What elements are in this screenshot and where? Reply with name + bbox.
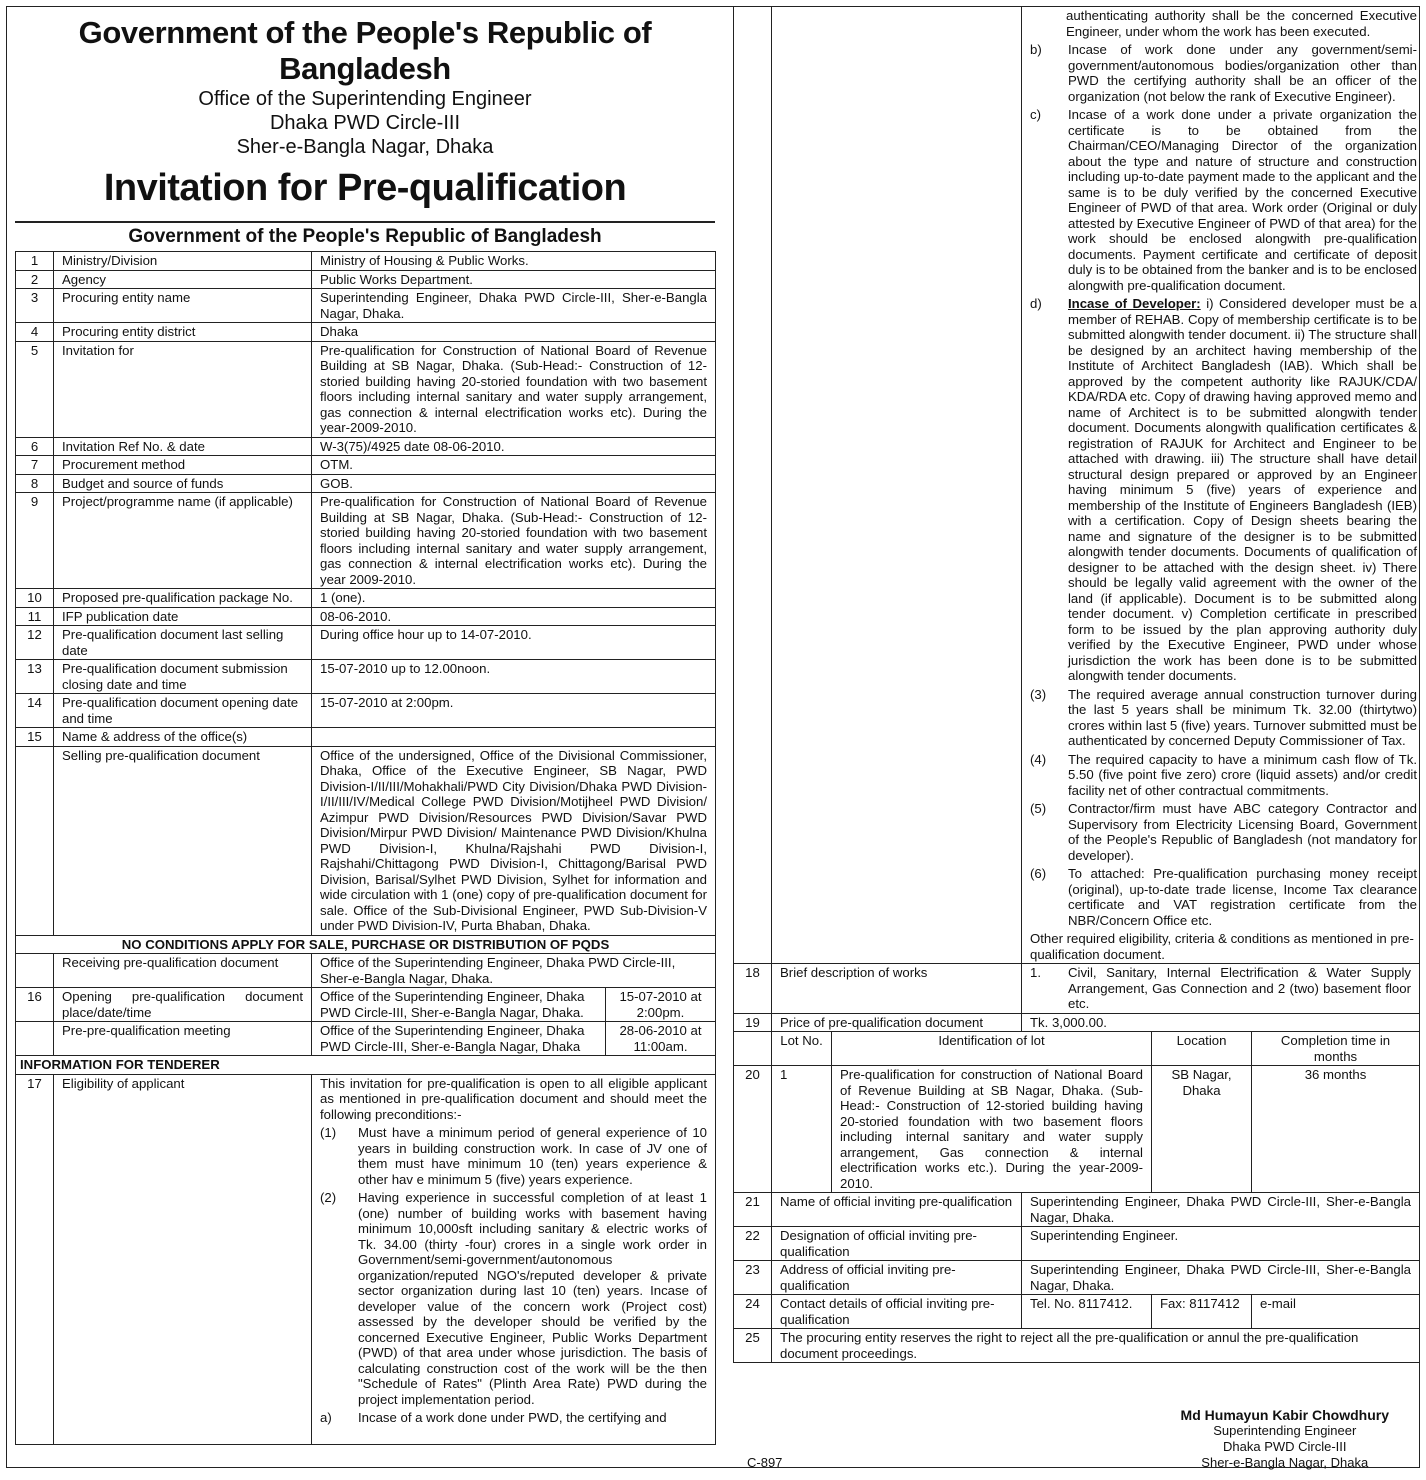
- list-item: [320, 1125, 707, 1187]
- list-text: Incase of a work done under a private organization the certificate is to be obtained from the Chairman/CEO/Managing Director of the organization about the type and nature of structure and construction including up-to-date payment made to the applicant and the same is to be duly verified by the concerned Executive Engineer of PWD of that area. Work order (Original or duly attested by Executive Engineer of PWD of that area) for the work should be enclosed alongwith pre-qualification documents. Payment certificate and certificate of deposit duly is to be obtained from the banker and is to be enclosed alongwith pre-qualification document.: [1068, 107, 1417, 293]
- row-value: GOB.: [312, 474, 716, 493]
- list-key: (4): [1030, 751, 1047, 767]
- row-label: Procurement method: [54, 456, 312, 475]
- table-row: [734, 1295, 1420, 1329]
- row-label: Designation of official inviting pre-qualification: [772, 1227, 1022, 1261]
- list-text: Incase of work done under any government/semi-government/autonomous bodies/organization other than PWD the certifying authority shall be an officer of the organization (not below the rank of Executive Engineer).: [1068, 42, 1417, 104]
- row-number: 22: [734, 1227, 772, 1261]
- row-number: 10: [16, 589, 54, 608]
- lot-location: SB Nagar, Dhaka: [1152, 1066, 1252, 1193]
- list-item: [320, 1410, 707, 1426]
- row-label: Project/programme name (if applicable): [54, 493, 312, 589]
- row-label: Opening pre-qualification document place/date/time: [54, 988, 312, 1022]
- row-label: Ministry/Division: [54, 252, 312, 271]
- table-row: [734, 1227, 1420, 1261]
- row-number: [734, 1032, 772, 1066]
- table-row: [734, 1261, 1420, 1295]
- list-text: Having experience in successful completion of at least 1 (one) number of building works with basement having minimum 10,000sft including sanitary & electric works of Tk. 34.00 (thirty -four) crores in a single work order in Government/semi-government/autonomous organization/reputed NGO's/reputed developer & private sector organization during last 10 (ten) years. Incase of developer value of the concern work (Project cost) assessed by the developer should be verified by the concerned Executive Engineer, Public Works Department (PWD) of that area under whose jurisdiction. The basis of calculating construction cost of the work will be the then "Schedule of Rates" (Plinth Area Rate) PWD during the project implementation period.: [358, 1190, 707, 1407]
- table-row: [734, 964, 1420, 1014]
- row-value: During office hour up to 14-07-2010.: [312, 626, 716, 660]
- list-key: c): [1030, 107, 1041, 122]
- row-value: Office of the Superintending Engineer, Dhaka PWD Circle-III, Sher-e-Bangla Nagar, Dhaka.: [312, 954, 716, 988]
- list-text: The required average annual construction turnover during the last 5 years shall be minimum Tk. 32.00 (thirtytwo) crores within last 5 (five) years. Turnover submitted must be authenticated by concerned Deputy Commissioner of Tax.: [1068, 686, 1417, 748]
- table-row: [734, 7, 1420, 964]
- row-label: Pre-qualification document submission closing date and time: [54, 660, 312, 694]
- row-label: Eligibility of applicant: [54, 1074, 312, 1444]
- row-value: Ministry of Housing & Public Works.: [312, 252, 716, 271]
- row-label: Name of official inviting pre-qualification: [772, 1193, 1022, 1227]
- row-value: [312, 1074, 716, 1444]
- table-row: [16, 252, 716, 271]
- row-value: Office of the undersigned, Office of the Divisional Commissioner, Dhaka, Office of the Executive Engineer, SB Nagar, PWD Division-I/II/III/Mohakhali/PWD City Division/Dhaka PWD Division-I/II/III/IV/Medical College PWD Division/Motijheel PWD Division/ Azimpur PWD Division/Resources PWD Division/Savar PWD Division/Mirpur PWD Division/ Maintenance PWD Division/Khulna PWD Division-I, Khulna/Rajshahi PWD Division-I, Rajshahi/Chittagong PWD Division-I, Chittagong/Barisal PWD Division, Barisal/Sylhet PWD Division, Sylhet for information and wide circulation with 1 (one) copy of pre-qualification document for sale. Office of the Sub-Divisional Engineer, PWD Sub-Division-V under PWD Division-IV, Purta Bhaban, Dhaka.: [312, 746, 716, 935]
- row-label: Procuring entity district: [54, 323, 312, 342]
- table-row: [16, 456, 716, 475]
- right-column: [733, 7, 1419, 1363]
- row-number: 14: [16, 694, 54, 728]
- lot-no-header: Lot No.: [772, 1032, 832, 1066]
- signatory-name: Md Humayun Kabir Chowdhury: [1180, 1407, 1389, 1423]
- row-value: Superintending Engineer, Dhaka PWD Circle-III, Sher-e-Bangla Nagar, Dhaka.: [1022, 1193, 1420, 1227]
- row-value: Superintending Engineer, Dhaka PWD Circle-III, Sher-e-Bangla Nagar, Dhaka.: [312, 289, 716, 323]
- row-label: Agency: [54, 270, 312, 289]
- table-row: [16, 1056, 716, 1075]
- row-value: 08-06-2010.: [312, 607, 716, 626]
- list-text: The required capacity to have a minimum cash flow of Tk. 5.50 (five point five zero) crore (liquid assets) and/or credit facility net of other contractual commitments.: [1068, 751, 1417, 798]
- row-label: Contact details of official inviting pre-qualification: [772, 1295, 1022, 1329]
- table-row: [16, 694, 716, 728]
- list-key: 1.: [1030, 965, 1041, 980]
- row-value: [1022, 964, 1420, 1014]
- row-label: Pre-qualification document last selling date: [54, 626, 312, 660]
- office-line: Office of the Superintending Engineer: [198, 88, 532, 110]
- table-row: [16, 270, 716, 289]
- row-label: Proposed pre-qualification package No.: [54, 589, 312, 608]
- lot-header-row: [734, 1032, 1420, 1066]
- no-conditions-notice: NO CONDITIONS APPLY FOR SALE, PURCHASE OR DISTRIBUTION OF PQDS: [16, 935, 716, 954]
- row-number: 15: [16, 728, 54, 747]
- signatory-designation: Superintending Engineer: [1213, 1423, 1357, 1438]
- left-table: [15, 251, 716, 1445]
- reference-code: C-897: [747, 1455, 783, 1470]
- list-item: [320, 1190, 707, 1407]
- row-number: 6: [16, 437, 54, 456]
- row-number: 1: [16, 252, 54, 271]
- row-label: Address of official inviting pre-qualification: [772, 1261, 1022, 1295]
- list-item: [1030, 42, 1417, 104]
- lot-completion-time: 36 months: [1252, 1066, 1420, 1193]
- contact-fax: Fax: 8117412: [1152, 1295, 1252, 1329]
- list-item: [1030, 866, 1417, 928]
- row-number: 4: [16, 323, 54, 342]
- row-value: Pre-qualification for Construction of National Board of Revenue Building at SB Nagar, Dhaka. (Sub-Head:- Construction of 12-storied building having 20-storied foundation with two basement floors including internal sanitary and water supply arrangement, gas connection & internal electrification works etc). During the year 2009-2010.: [312, 493, 716, 589]
- row-number: 17: [16, 1074, 54, 1444]
- list-key: (5): [1030, 801, 1047, 816]
- lot-identification: Pre-qualification for construction of National Board of Revenue Building at SB Nagar, Dhaka. (Sub-Head:- Construction of 12-storied building having 20-storied foundation with two basement floors including internal sanitary and water supply arrangement, Gas connection & internal electrification works etc.). During the year-2009-2010.: [832, 1066, 1152, 1193]
- list-key: (6): [1030, 866, 1047, 881]
- row-number: 23: [734, 1261, 772, 1295]
- row-number: 5: [16, 341, 54, 437]
- table-row: [16, 607, 716, 626]
- list-text: Incase of a work done under PWD, the certifying and: [358, 1410, 667, 1425]
- row-value: 1 (one).: [312, 589, 716, 608]
- lot-time-header: Completion time in months: [1252, 1032, 1420, 1066]
- row-number: 19: [734, 1013, 772, 1032]
- table-row: [16, 626, 716, 660]
- signature-block: [1181, 1407, 1389, 1471]
- list-key: a): [320, 1410, 332, 1425]
- table-row: [16, 988, 716, 1022]
- row-number: 7: [16, 456, 54, 475]
- row-label: Pre-pre-qualification meeting: [54, 1022, 312, 1056]
- row-value: Tk. 3,000.00.: [1022, 1013, 1420, 1032]
- list-item: [1030, 107, 1417, 293]
- subtitle: Government of the People's Republic of Bangladesh: [15, 221, 715, 251]
- table-row: [16, 1074, 716, 1444]
- lot-no: 1: [772, 1066, 832, 1193]
- row-label: IFP publication date: [54, 607, 312, 626]
- list-text: Civil, Sanitary, Internal Electrification & Water Supply Arrangement, Gas Connection and 2 (two) basement floor etc.: [1068, 965, 1411, 1011]
- row-date: 28-06-2010 at 11:00am.: [606, 1022, 716, 1056]
- row-number: 24: [734, 1295, 772, 1329]
- row-number: [734, 7, 772, 964]
- developer-text: i) Considered developer must be a member of REHAB. Copy of membership certificate is to be submitted alongwith tender document. ii) The structure shall be designed by an architect having membership of the Institute of Architect Bangladesh (IAB). Which shall be approved by the competent authority like RAJUK/CDA/ KDA/RDA etc. Copy of drawing having approved memo and name of Architect is to be submitted alongwith tender document. Documents alongwith qualification certificates & registration of RAJUK for Architect and Engineer to be attached with drawing. iii) The structure shall have detail structural design prepared or approved by an Engineer having minimum 5 (five) years of experience and membership of the Institute of Engineers Bangladesh (IEB) with a certification. Copy of Design sheets bearing the name and signature of the designer is to be submitted alongwith tender documents. Documents of qualification of designer to be attached with the design sheet. iv) There should be legally valid agreement with the owner of the land (if applicable). Document is to be submitted along tender document. v) Completion certificate in prescribed form to be issued by the plan approving authority duly verified by the Executive Engineer, PWD under whose jurisdiction the work has been done is to be submitted alongwith tender documents.: [1068, 296, 1417, 683]
- row-value: W-3(75)/4925 date 08-06-2010.: [312, 437, 716, 456]
- gov-heading: Government of the People's Republic of Bangladesh: [78, 15, 652, 86]
- table-row: [16, 1022, 716, 1056]
- info-heading: INFORMATION FOR TENDERER: [16, 1056, 716, 1075]
- right-table: [733, 7, 1420, 1363]
- table-row: [734, 1193, 1420, 1227]
- row-label: Pre-qualification document opening date and time: [54, 694, 312, 728]
- list-key: (2): [320, 1190, 337, 1205]
- row-value: Superintending Engineer.: [1022, 1227, 1420, 1261]
- table-row: [16, 474, 716, 493]
- row-value: The procuring entity reserves the right to reject all the pre-qualification or annul the pre-qualification document proceedings.: [772, 1329, 1420, 1363]
- row-label: Budget and source of funds: [54, 474, 312, 493]
- eligibility-a-cont: authenticating authority shall be the concerned Executive Engineer, under whom the work has been executed.: [1066, 8, 1417, 39]
- table-row: [16, 493, 716, 589]
- row-value: Office of the Superintending Engineer, Dhaka PWD Circle-III, Sher-e-Bangla Nagar, Dhaka.: [312, 988, 606, 1022]
- row-value: Office of the Superintending Engineer, Dhaka PWD Circle-III, Sher-e-Bangla Nagar, Dhaka: [312, 1022, 606, 1056]
- list-text: Contractor/firm must have ABC category Contractor and Supervisory from Electricity Licensing Board, Government of the People's Republic of Bangladesh (not mandatory for developer).: [1068, 801, 1417, 863]
- table-row: [734, 1013, 1420, 1032]
- row-value: Dhaka: [312, 323, 716, 342]
- list-text: [1068, 296, 1417, 684]
- row-number: [16, 954, 54, 988]
- table-row: [16, 289, 716, 323]
- list-item: [1030, 965, 1411, 1012]
- row-label: Procuring entity name: [54, 289, 312, 323]
- list-key: b): [1030, 42, 1042, 57]
- other-conditions: Other required eligibility, criteria & conditions as mentioned in pre-qualification document.: [1030, 931, 1414, 962]
- row-value: [312, 728, 716, 747]
- list-item: [1030, 296, 1417, 684]
- row-label: Invitation Ref No. & date: [54, 437, 312, 456]
- table-row: [16, 746, 716, 935]
- row-value: 15-07-2010 up to 12.00noon.: [312, 660, 716, 694]
- list-text: To attached: Pre-qualification purchasing money receipt (original), up-to-date trade license, Income Tax clearance certificate and VAT registration certificate from the NBR/Concern Office etc.: [1068, 866, 1417, 928]
- document-page: [6, 6, 1420, 1468]
- row-value: 15-07-2010 at 2:00pm.: [312, 694, 716, 728]
- table-row: [16, 589, 716, 608]
- list-item: [1030, 801, 1417, 863]
- row-label: Invitation for: [54, 341, 312, 437]
- circle-line: Dhaka PWD Circle-III: [269, 112, 461, 134]
- row-number: 3: [16, 289, 54, 323]
- row-number: 13: [16, 660, 54, 694]
- row-value: Public Works Department.: [312, 270, 716, 289]
- table-row: [734, 1066, 1420, 1193]
- row-label: Brief description of works: [772, 964, 1022, 1014]
- row-label: Price of pre-qualification document: [772, 1013, 1022, 1032]
- row-label: Receiving pre-qualification document: [54, 954, 312, 988]
- list-key: (3): [1030, 686, 1047, 702]
- table-row: [16, 323, 716, 342]
- list-key: d): [1030, 296, 1042, 311]
- row-value: Superintending Engineer, Dhaka PWD Circle-III, Sher-e-Bangla Nagar, Dhaka.: [1022, 1261, 1420, 1295]
- contact-tel: Tel. No. 8117412.: [1022, 1295, 1152, 1329]
- row-value: [1022, 7, 1420, 964]
- row-value: Pre-qualification for Construction of National Board of Revenue Building at SB Nagar, Dhaka. (Sub-Head:- Construction of 12-storied building having 20-storied foundation with two basement floors including internal sanitary and water supply arrangement, gas connection & internal electrification works etc). During the year-2009-2010.: [312, 341, 716, 437]
- lot-location-header: Location: [1152, 1032, 1252, 1066]
- row-number: [16, 746, 54, 935]
- row-number: 21: [734, 1193, 772, 1227]
- row-number: 9: [16, 493, 54, 589]
- row-number: [16, 1022, 54, 1056]
- eligibility-intro: This invitation for pre-qualification is open to all eligible applicant as mentioned in pre-qualification document and should meet the following preconditions:-: [320, 1075, 707, 1122]
- list-text: Must have a minimum period of general experience of 10 years in building construction work. In case of JV one of them must have minimum 10 (ten) years experience & other hav e minimum 5 (five) years experience.: [358, 1125, 707, 1187]
- signatory-place: Sher-e-Bangla Nagar, Dhaka: [1201, 1455, 1369, 1470]
- table-row: [16, 935, 716, 954]
- header: [15, 15, 715, 213]
- table-row: [16, 954, 716, 988]
- row-label: [772, 7, 1022, 964]
- row-value: OTM.: [312, 456, 716, 475]
- lot-id-header: Identification of lot: [832, 1032, 1152, 1066]
- signatory-circle: Dhaka PWD Circle-III: [1223, 1439, 1347, 1454]
- table-row: [16, 660, 716, 694]
- table-row: [16, 437, 716, 456]
- row-number: 18: [734, 964, 772, 1014]
- row-number: 8: [16, 474, 54, 493]
- row-date: 15-07-2010 at 2:00pm.: [606, 988, 716, 1022]
- left-column: [15, 15, 715, 1445]
- developer-heading: Incase of Developer:: [1068, 296, 1201, 311]
- row-label: Selling pre-qualification document: [54, 746, 312, 935]
- table-row: [16, 341, 716, 437]
- list-item: [1030, 752, 1417, 799]
- row-number: 25: [734, 1329, 772, 1363]
- list-key: (1): [320, 1125, 337, 1140]
- row-number: 20: [734, 1066, 772, 1193]
- row-label: Name & address of the office(s): [54, 728, 312, 747]
- row-number: 16: [16, 988, 54, 1022]
- contact-email: e-mail: [1252, 1295, 1420, 1329]
- list-item: [1030, 687, 1417, 749]
- row-number: 2: [16, 270, 54, 289]
- page-title: Invitation for Pre-qualification: [103, 167, 627, 209]
- place-line: Sher-e-Bangla Nagar, Dhaka: [236, 136, 494, 158]
- row-number: 11: [16, 607, 54, 626]
- table-row: [16, 728, 716, 747]
- row-number: 12: [16, 626, 54, 660]
- table-row: [734, 1329, 1420, 1363]
